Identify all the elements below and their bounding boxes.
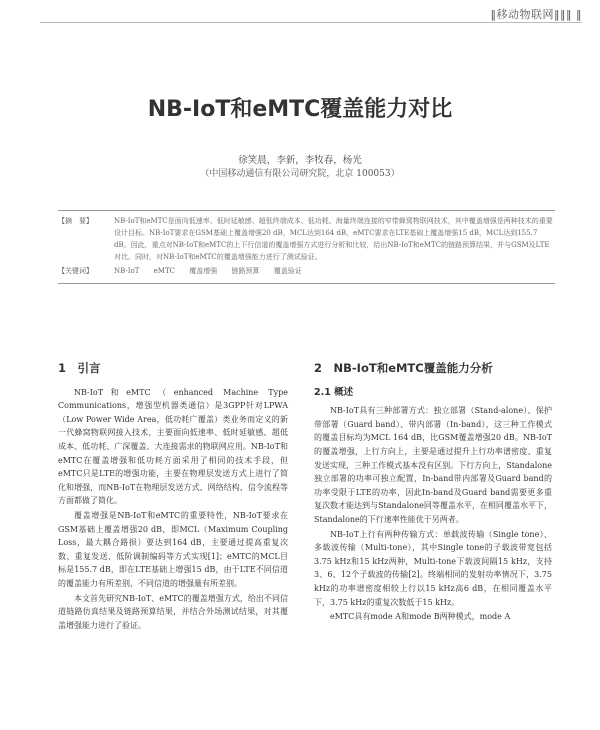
keyword: 覆盖验证 bbox=[273, 267, 302, 275]
section-2-heading: 2 NB-IoT和eMTC覆盖能力分析 bbox=[314, 361, 493, 375]
keyword: NB-IoT bbox=[114, 267, 140, 275]
keyword: eMTC bbox=[153, 267, 175, 275]
section-2-paragraph: NB-IoT具有三种部署方式：独立部署（Stand-alone）、保护带部署（Guard band）、带内部署（In-band），这三种工作模式的覆盖目标均为MCL 164 dB，比GSM覆盖增强20 dB。NB-IoT的覆盖增强，上行方向上，主要是通过提升上行功率谱密度、重复发送实现，三种工作模式基本没有区别。下行方向上，Standalone独立部署的功率可独立配置，In-band带内部署及Guard band的功率受限于LTE的功率，因此In-band及Guard band需要更多重复次数才能达到与Standalone同等覆盖水平，在相同覆盖水平下，Standalone的下行速率性能优于另两者。 bbox=[314, 406, 552, 524]
article-authors: 徐笑晨，李新，李牧春，杨光 bbox=[238, 155, 362, 166]
keywords-list bbox=[114, 265, 555, 277]
abstract-box bbox=[58, 210, 555, 284]
abstract-text: NB-IoT和eMTC是面向低速率、低时延敏感、超低终端成本、低功耗、海量终端连接的窄带蜂窝物联网技术，其中覆盖增强是两种技术的重要设计目标。NB-IoT要求在GSM基础上覆盖增强20 dB，MCL达到164 dB，eMTC要求在LTE基础上覆盖增强15 dB，MCL达到155.7 dB。因此，重点对NB-IoT和eMTC的上下行信道的覆盖增强方式进行分析和比较，给出NB-IoT和eMTC的链路预算结果，并与GSM及LTE对比。同时，对NB-IoT和eMTC的覆盖增强能力进行了测试验证。 bbox=[114, 217, 553, 261]
section-2-paragraph: eMTC具有mode A和mode B两种模式，mode A bbox=[330, 612, 511, 622]
keywords-label: 【关键词】 bbox=[58, 267, 93, 275]
section-1-paragraph: 本文首先研究NB-IoT、eMTC的覆盖增强方式，给出不同信道链路仿真结果及链路预算结果，并结合外场测试结果，对其覆盖增强能力进行了验证。 bbox=[58, 593, 288, 630]
right-column bbox=[314, 362, 552, 625]
keywords-row bbox=[58, 265, 555, 277]
section-1-paragraph: NB-IoT和eMTC（enhanced Machine Type Communications，增强型机器类通信）是3GPP针对LPWA（Low Power Wide Area，低功耗广覆盖）类业务而定义的新一代蜂窝物联网接入技术，主要面向低速率、低时延敏感、超低成本、低功耗、广深覆盖、大连接需求的物联网应用。NB-IoT和eMTC在覆盖增强和低功耗方面采用了相同的技术手段，但eMTC只是LTE的增强功能，主要在物理层发送方式上进行了简化和增强，而NB-IoT在物理层发送方式、网络结构、信令流程等方面都做了简化。 bbox=[58, 387, 288, 506]
section-1-heading: 1 引言 bbox=[58, 361, 101, 375]
section-2-1-heading: 2.1 概述 bbox=[314, 386, 354, 398]
article-title: NB-IoT和eMTC覆盖能力对比 bbox=[147, 97, 453, 122]
journal-section-tag: ‖移动物联网‖‖‖ ‖ bbox=[490, 8, 582, 21]
keyword: 覆盖增强 bbox=[189, 267, 218, 275]
abstract-label: 【摘 要】 bbox=[58, 217, 93, 225]
section-2-paragraph: NB-IoT上行有两种传输方式：单载波传输（Single tone）、多载波传输（Multi-tone），其中Single tone的子载波带宽包括3.75 kHz和15 kHz两种，Multi-tone下载波间隔15 kHz，支持3、6、12个子载波的传输[2]。终端相同的发射功率情况下，3.75 kHz的功率谱密度相较上行以15 kHz高6 dB，在相同覆盖水平下，3.75 kHz的重复次数低于15 kHz。 bbox=[314, 529, 552, 607]
abstract-row bbox=[58, 215, 555, 263]
article-affiliation: （中国移动通信有限公司研究院，北京 100053） bbox=[200, 169, 400, 179]
keyword: 链路预算 bbox=[231, 267, 260, 275]
left-column bbox=[58, 362, 288, 633]
header-divider bbox=[40, 22, 582, 23]
section-1-paragraph: 覆盖增强是NB-IoT和eMTC的重要特性，NB-IoT要求在GSM基础上覆盖增强20 dB，即MCL（Maximum Coupling Loss，最大耦合路损）要达到164 dB，主要通过提高重复次数、重复发送、低阶调制编码等方式实现[1]；eMTC的MCL目标是155.7 dB，即在LTE基础上增强15 dB，由于LTE不同信道的覆盖能力有所差别，不同信道的增强量有所差别。 bbox=[58, 510, 288, 588]
